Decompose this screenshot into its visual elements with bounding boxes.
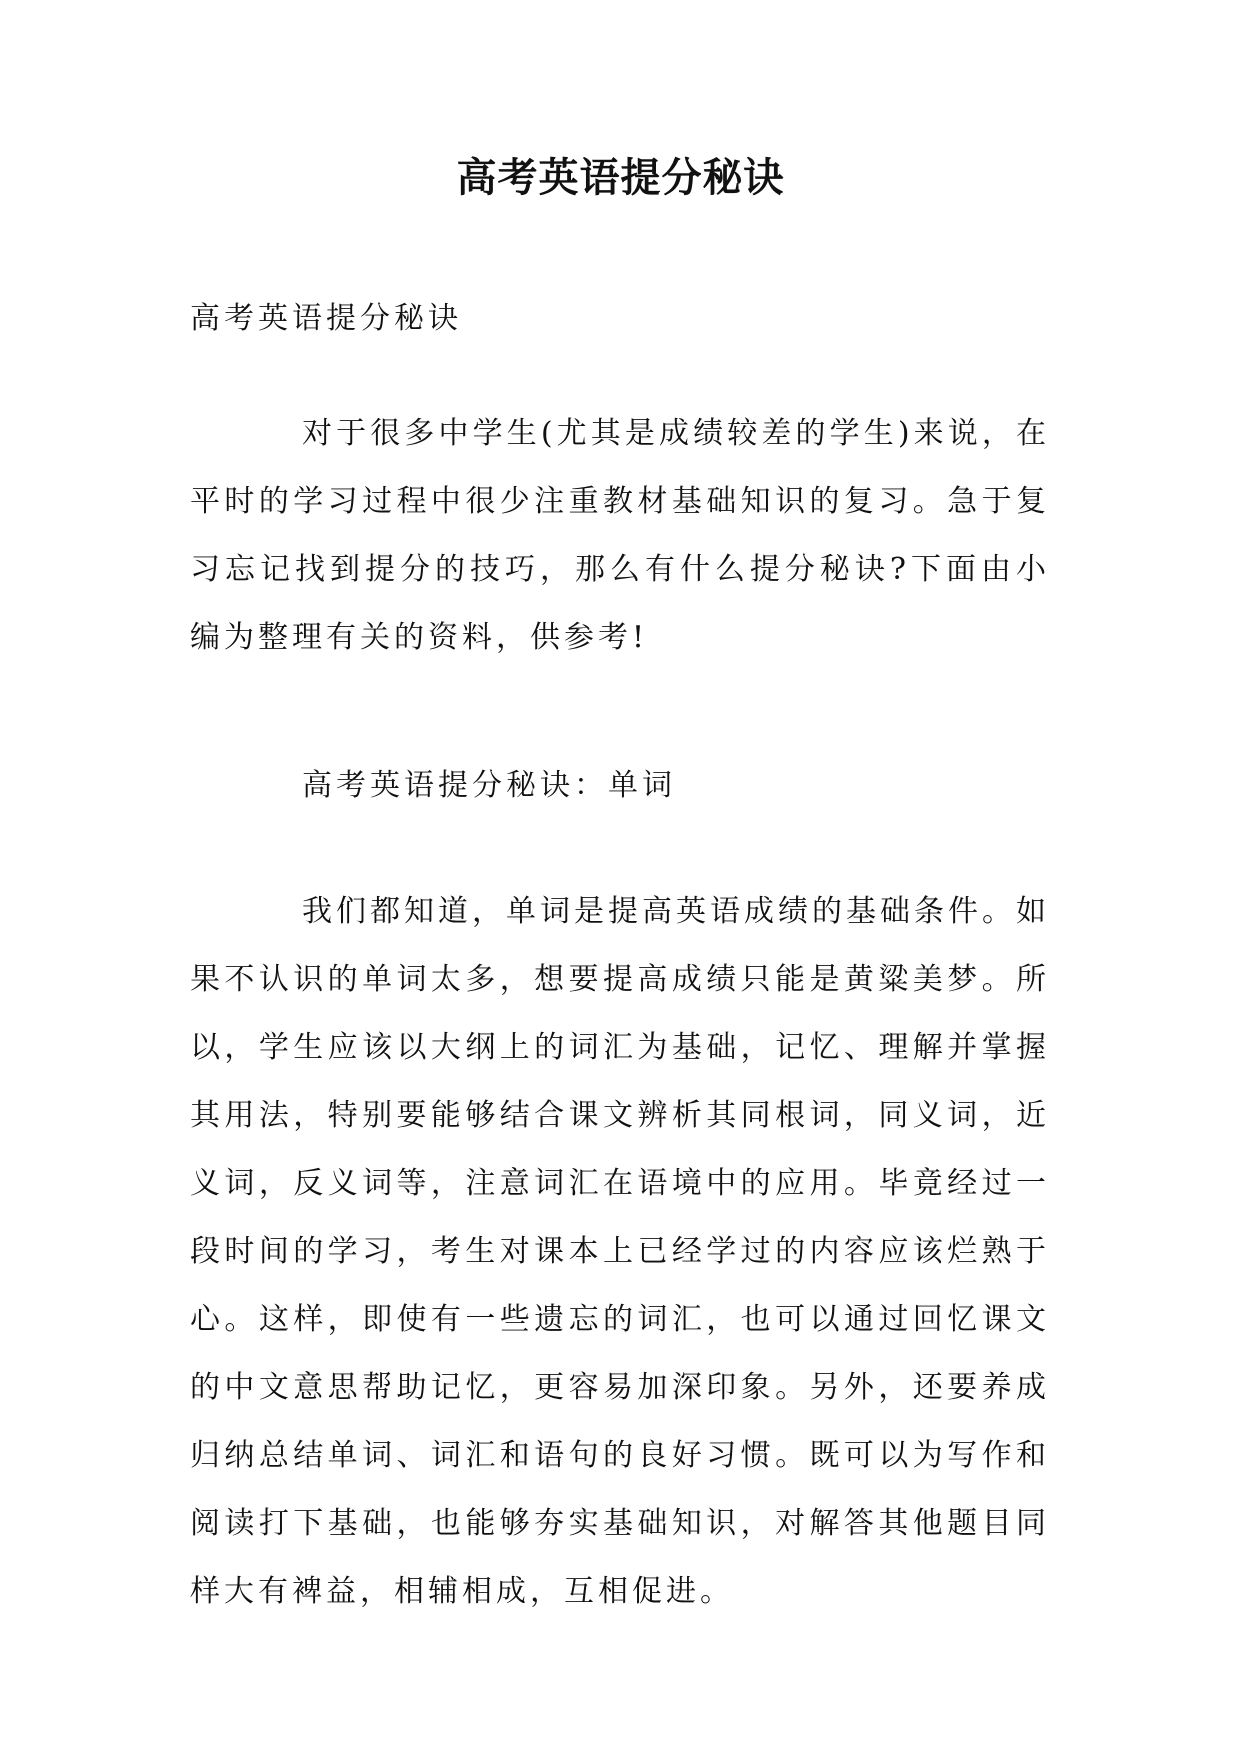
document-subtitle: 高考英语提分秘诀 bbox=[190, 301, 462, 336]
section-heading: 高考英语提分秘诀：单词 bbox=[302, 768, 676, 803]
section-body-paragraph: 我们都知道，单词是提高英语成绩的基础条件。如果不认识的单词太多，想要提高成绩只能是黄粱美梦。所以，学生应该以大纲上的词汇为基础，记忆、理解并掌握其用法，特别要能够结合课文辨析其同根词，同义词，近义词，反义词等，注意词汇在语境中的应用。毕竟经过一段时间的学习，考生对课本上已经学过的内容应该烂熟于心。这样，即使有一些遗忘的词汇，也可以通过回忆课文的中文意思帮助记忆，更容易加深印象。另外，还要养成归纳总结单词、词汇和语句的良好习惯。既可以为写作和阅读打下基础，也能够夯实基础知识，对解答其他题目同样大有裨益，相辅相成，互相促进。 bbox=[190, 894, 1050, 1609]
intro-paragraph: 对于很多中学生(尤其是成绩较差的学生)来说，在平时的学习过程中很少注重教材基础知识的复习。急于复习忘记找到提分的技巧，那么有什么提分秘诀?下面由小编为整理有关的资料，供参考! bbox=[190, 416, 1050, 655]
document-title: 高考英语提分秘诀 bbox=[456, 154, 785, 201]
